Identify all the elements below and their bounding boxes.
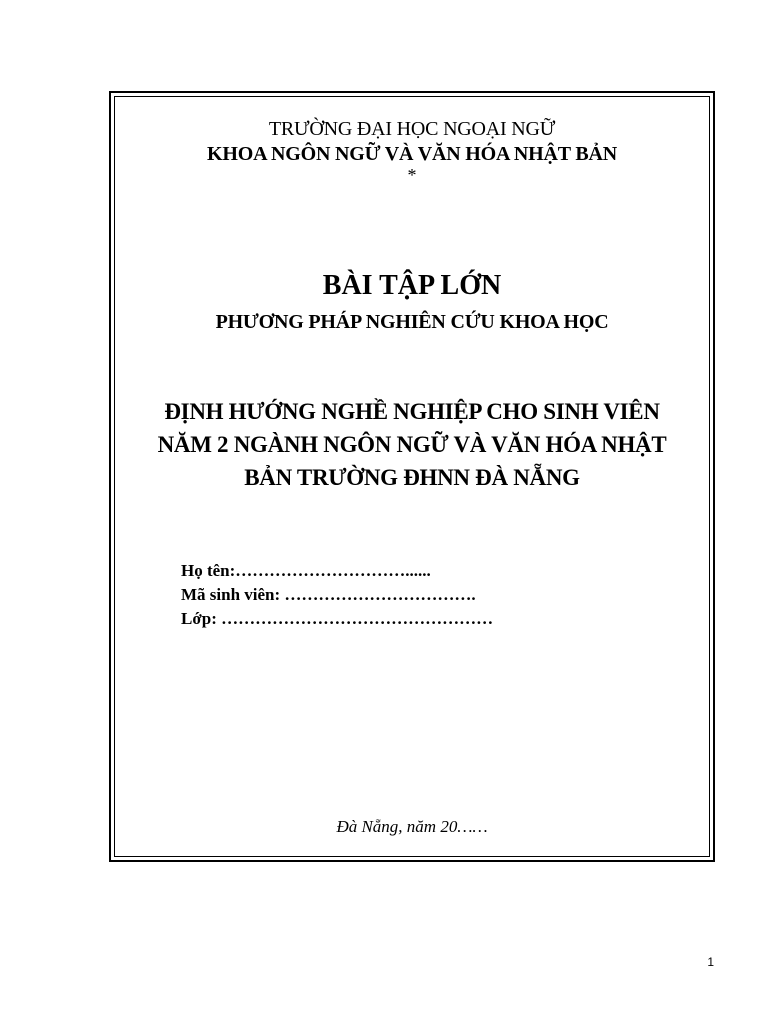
header-separator: * [407,165,417,185]
topic-title-line: ĐỊNH HƯỚNG NGHỀ NGHIỆP CHO SINH VIÊN [164,399,660,424]
place-date: Đà Nẵng, năm 20…… [336,817,488,836]
document-type-title: BÀI TẬP LỚN [322,270,502,301]
student-info-block [181,559,493,631]
student-name-line: Họ tên:…………………………...... [181,561,431,580]
topic-title-line: BẢN TRƯỜNG ĐHNN ĐÀ NẴNG [244,465,580,490]
subject-title: PHƯƠNG PHÁP NGHIÊN CỨU KHOA HỌC [215,311,609,333]
university-name: TRƯỜNG ĐẠI HỌC NGOẠI NGỮ [268,118,556,140]
faculty-name: KHOA NGÔN NGỮ VÀ VĂN HÓA NHẬT BẢN [207,143,617,165]
student-class-line: Lớp: ………………………………………… [181,609,494,628]
topic-title [111,395,713,494]
cover-border-outer [109,91,715,862]
page-number: 1 [707,955,714,969]
topic-title-line: NĂM 2 NGÀNH NGÔN NGỮ VÀ VĂN HÓA NHẬT [157,432,667,457]
student-id-line: Mã sinh viên: ……………………………. [181,585,476,604]
